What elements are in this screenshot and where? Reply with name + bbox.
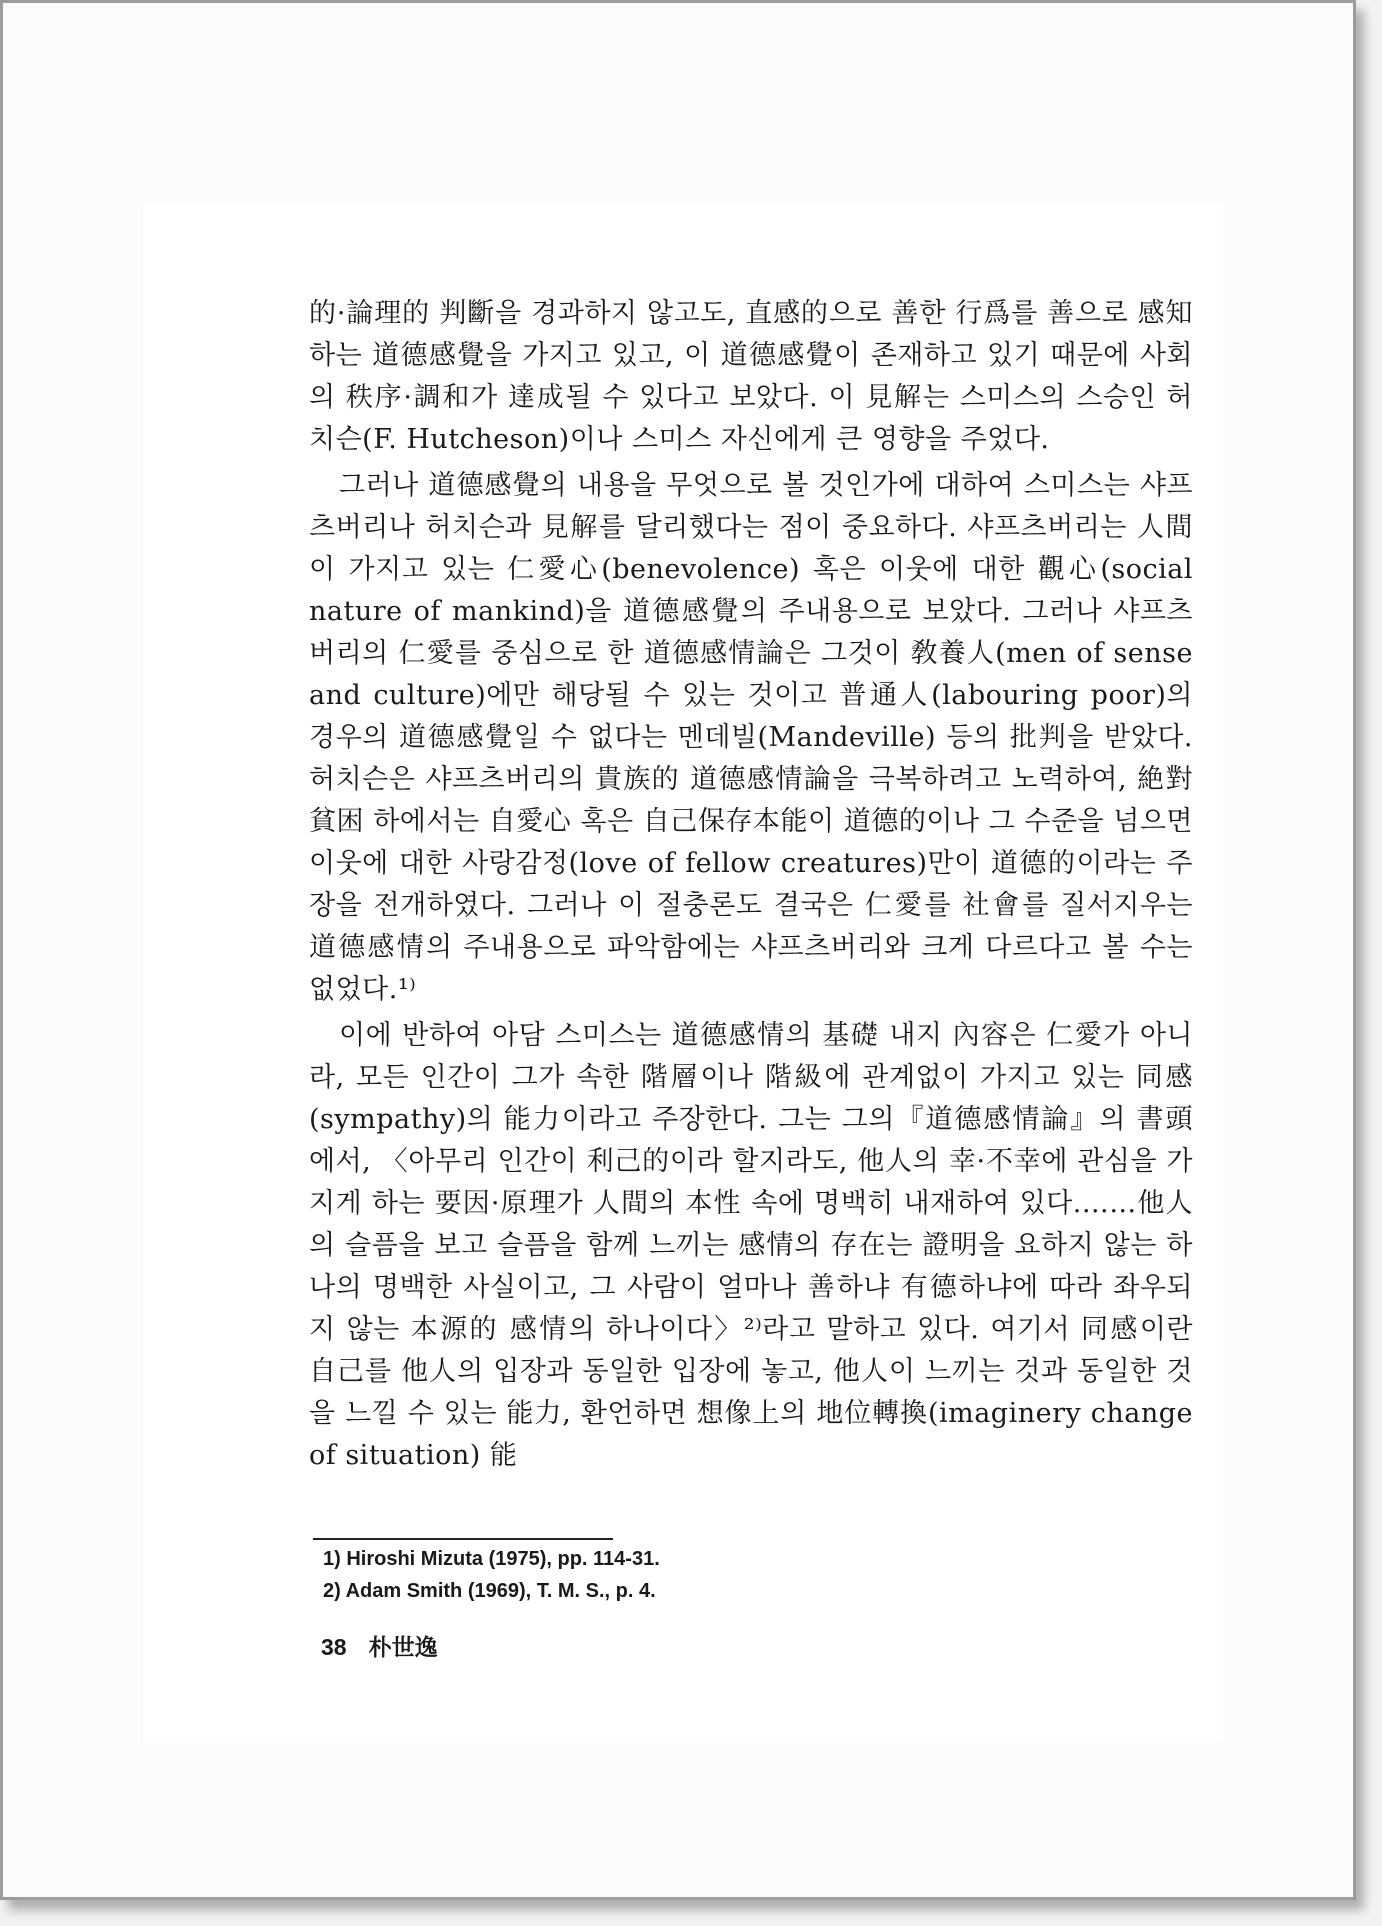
footnote-2: 2) Adam Smith (1969), T. M. S., p. 4. [323, 1580, 656, 1602]
footnote-1: 1) Hiroshi Mizuta (1975), pp. 114-31. [323, 1548, 660, 1570]
paragraph-3: 이에 반하여 아담 스미스는 道德感情의 基礎 내지 內容은 仁愛가 아니라, 모든 인간이 그가 속한 階層이나 階級에 관계없이 가지고 있는 同感(sympathy)의 能力이라고 주장한다. 그는 그의『道德感情論』의 書頭에서, 〈아무리 인간이 利己的이라 할지라도, 他人의 幸·不幸에 관심을 가지게 하는 要因·原理가 人間의 本性 속에 명백히 내재하여 있다.……他人의 슬픔을 보고 슬픔을 함께 느끼는 感情의 存在는 證明을 요하지 않는 하나의 명백한 사실이고, 그 사람이 얼마나 善하냐 有德하냐에 따라 좌우되지 않는 本源的 感情의 하나이다〉²⁾라고 말하고 있다. 여기서 同感이란 自己를 他人의 입장과 동일한 입장에 놓고, 他人이 느끼는 것과 동일한 것을 느낄 수 있는 能力, 환언하면 想像上의 地位轉換(imaginery change of situation) 能 [309, 1020, 1193, 1471]
body-text [309, 293, 1193, 1481]
footnotes [323, 1543, 1023, 1607]
page-number: 38 [321, 1634, 347, 1660]
paragraph-1: 的·論理的 判斷을 경과하지 않고도, 直感的으로 善한 行爲를 善으로 感知하는 道德感覺을 가지고 있고, 이 道德感覺이 존재하고 있기 때문에 사회의 秩序·調和가 達成될 수 있다고 보았다. 이 見解는 스미스의 스승인 허치슨(F. Hutcheson)이나 스미스 자신에게 큰 영향을 주었다. [309, 298, 1193, 455]
paragraph-2: 그러나 道德感覺의 내용을 무엇으로 볼 것인가에 대하여 스미스는 샤프츠버리나 허치슨과 見解를 달리했다는 점이 중요하다. 샤프츠버리는 人間이 가지고 있는 仁愛心(benevolence) 혹은 이웃에 대한 觀心(social nature of mankind)을 道德感覺의 주내용으로 보았다. 그러나 샤프츠버리의 仁愛를 중심으로 한 道德感情論은 그것이 敎養人(men of sense and culture)에만 해당될 수 있는 것이고 普通人(labouring poor)의 경우의 道德感覺일 수 없다는 멘데빌(Mandeville) 등의 批判을 받았다. 허치슨은 샤프츠버리의 貴族的 道德感情論을 극복하려고 노력하여, 絶對貧困 하에서는 自愛心 혹은 自己保存本能이 道德的이나 그 수준을 넘으면 이웃에 대한 사랑감정(love of fellow creatures)만이 道德的이라는 주장을 전개하였다. 그러나 이 절충론도 결국은 仁愛를 社會를 질서지우는 道德感情의 주내용으로 파악함에는 샤프츠버리와 크게 다르다고 볼 수는 없었다.¹⁾ [309, 470, 1193, 1005]
footnote-divider [313, 1538, 613, 1540]
author-name: 朴世逸 [368, 1634, 438, 1661]
page-footer [321, 1629, 438, 1662]
